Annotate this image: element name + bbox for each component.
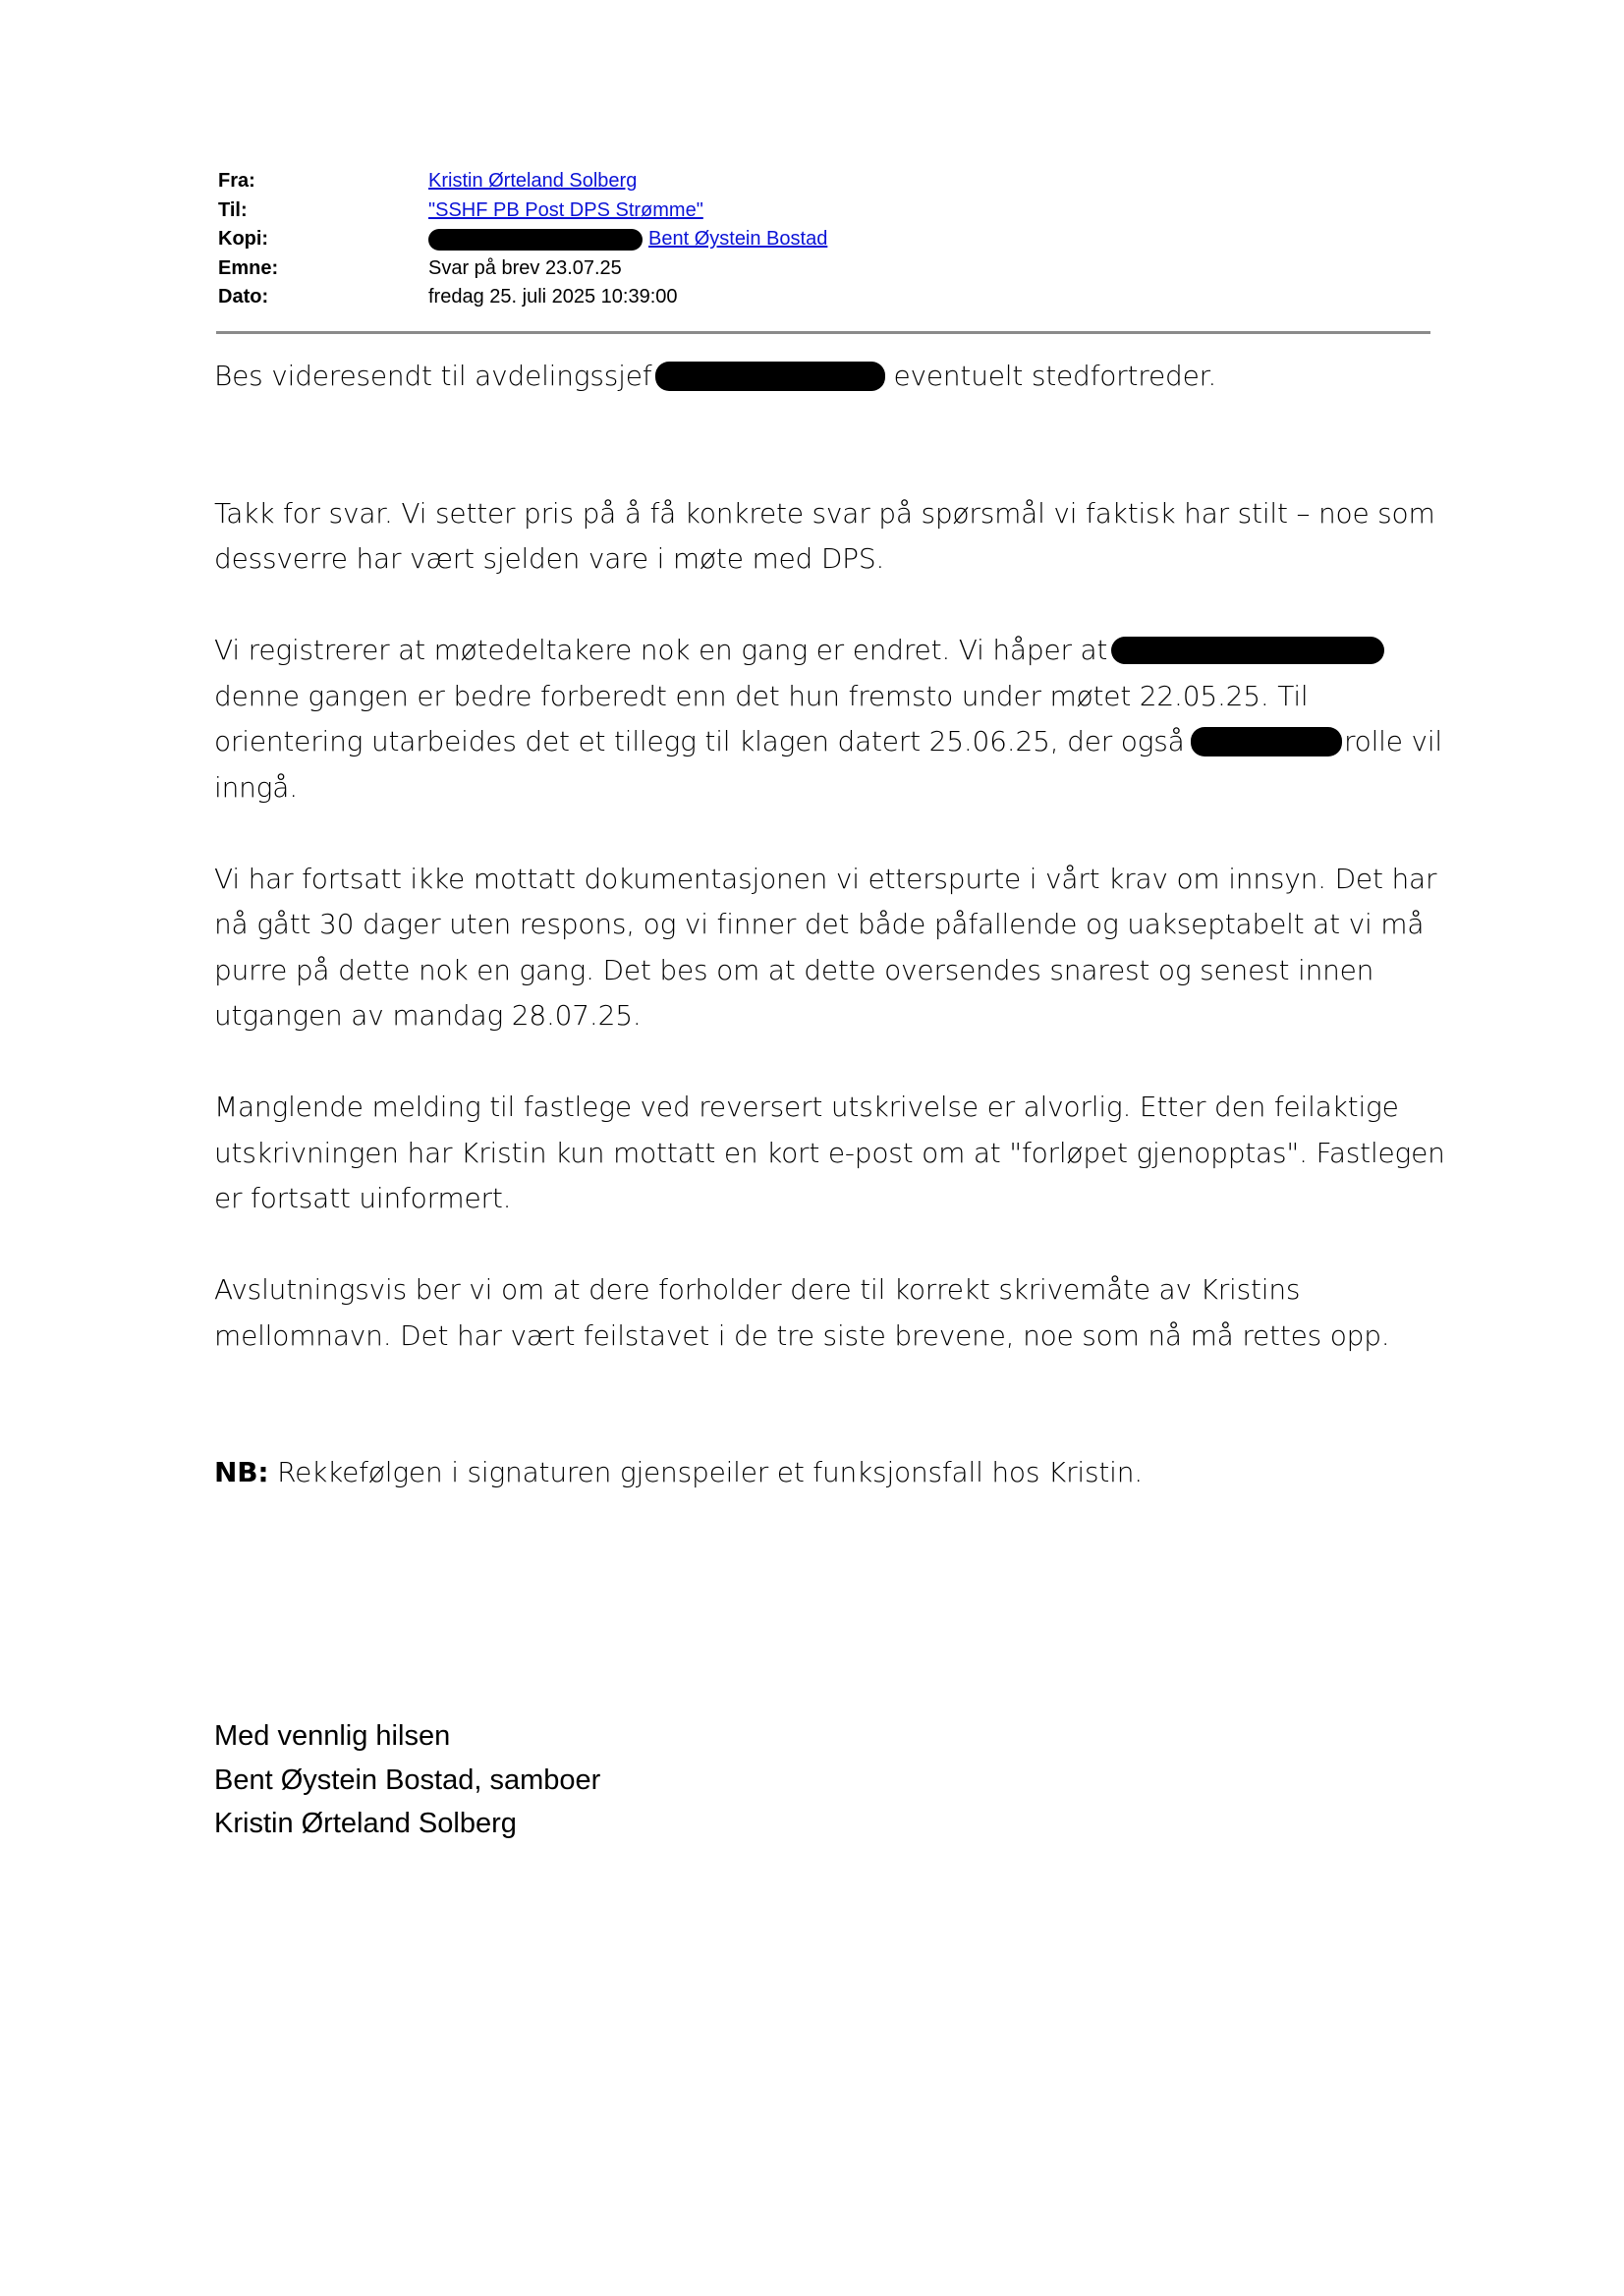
paragraph-line: denne gangen er bedre forberedt enn det hun fremsto under møtet 22.05.25. Til <box>214 679 1309 712</box>
cc-label: Kopi: <box>218 228 269 251</box>
forward-text-b: eventuelt stedfortreder. <box>893 360 1217 392</box>
email-body <box>214 354 1445 1496</box>
p2-text-a: Vi registrerer at møtedeltakere nok en gang er endret. Vi håper at <box>214 634 1108 666</box>
header-divider <box>216 331 1430 334</box>
cc-row <box>218 225 1427 254</box>
paragraph-line: nå gått 30 dager uten respons, og vi finner det både påfallende og uakseptabelt at vi må <box>214 908 1425 940</box>
paragraph-line: Manglende melding til fastlege ved reversert utskrivelse er alvorlig. Etter den feilaktige <box>214 1091 1399 1123</box>
from-label: Fra: <box>218 170 255 193</box>
paragraph-line: Takk for svar. Vi setter pris på å få konkrete svar på spørsmål vi faktisk har stilt – noe som <box>214 496 1435 530</box>
paragraph-line: utskrivningen har Kristin kun mottatt en kort e-post om at "forløpet gjenopptas". Fastlegen <box>214 1136 1445 1169</box>
subject-row <box>218 254 1427 284</box>
nb-label: NB: <box>214 1456 269 1488</box>
paragraph-line <box>214 719 1442 765</box>
nb-line <box>214 1450 1442 1496</box>
paragraph-line: utgangen av mandag 28.07.25. <box>214 999 642 1032</box>
paragraph-line: Avslutningsvis ber vi om at dere forholder dere til korrekt skrivemåte av Kristins <box>214 1273 1301 1306</box>
signature-name-2: Kristin Ørteland Solberg <box>214 1808 517 1839</box>
redaction-cc <box>428 229 643 251</box>
paragraph-line: Vi har fortsatt ikke mottatt dokumentasjonen vi etterspurte i vårt krav om innsyn. Det har <box>214 862 1437 895</box>
signature-closing: Med vennlig hilsen <box>214 1720 451 1752</box>
redaction-department-head <box>655 362 885 391</box>
forward-text-a: Bes videresendt til avdelingssjef <box>214 360 652 392</box>
date-label: Dato: <box>218 286 269 308</box>
redaction-participant <box>1111 637 1384 664</box>
redaction-role-person <box>1191 727 1342 756</box>
paragraph-line: mellomnavn. Det har vært feilstavet i de tre siste brevene, noe som nå må rettes opp. <box>214 1318 1390 1352</box>
cc-link[interactable]: Bent Øystein Bostad <box>648 228 828 251</box>
paragraph-line: purre på dette nok en gang. Det bes om at dette oversendes snarest og senest innen <box>214 953 1374 986</box>
signature-name-1: Bent Øystein Bostad, samboer <box>214 1764 601 1796</box>
to-link[interactable]: "SSHF PB Post DPS Strømme" <box>428 198 703 221</box>
email-header <box>218 167 1427 312</box>
date-row <box>218 283 1427 312</box>
to-row <box>218 196 1427 226</box>
to-label: Til: <box>218 198 248 221</box>
paragraph-line <box>214 628 1442 674</box>
subject-value: Svar på brev 23.07.25 <box>428 256 622 279</box>
subject-label: Emne: <box>218 256 279 279</box>
nb-text: Rekkefølgen i signaturen gjenspeiler et funksjonsfall hos Kristin. <box>277 1456 1143 1488</box>
date-value: fredag 25. juli 2025 10:39:00 <box>428 286 678 308</box>
paragraph-line: dessverre har vært sjelden vare i møte med DPS. <box>214 542 885 575</box>
from-row <box>218 167 1427 196</box>
paragraph-line: inngå. <box>214 770 298 804</box>
forward-line <box>214 354 1442 400</box>
signature <box>214 1714 600 1846</box>
paragraph-line: er fortsatt uinformert. <box>214 1182 512 1214</box>
from-link[interactable]: Kristin Ørteland Solberg <box>428 170 638 193</box>
p2-text-d: rolle vil <box>1343 725 1442 757</box>
p2-text-c: orientering utarbeides det et tillegg til klagen datert 25.06.25, der også <box>214 725 1185 757</box>
